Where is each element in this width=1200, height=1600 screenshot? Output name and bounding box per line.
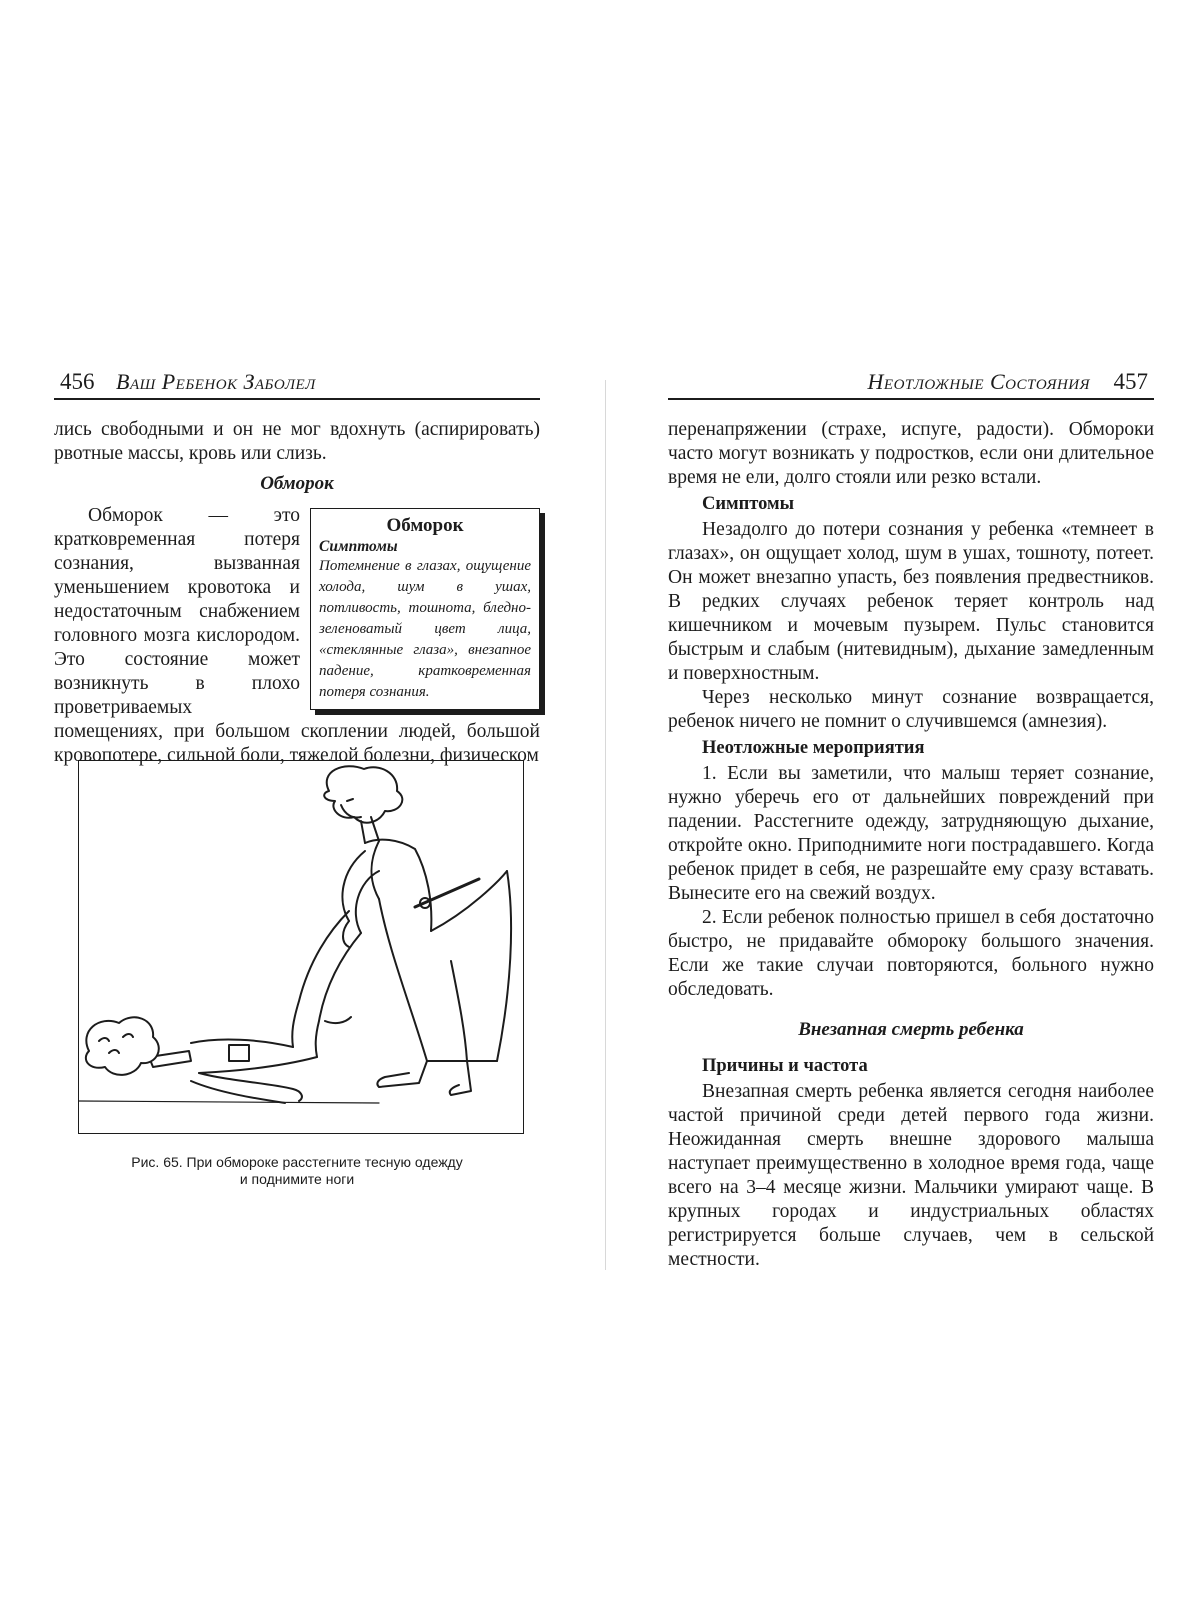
- page-number: 456: [60, 369, 95, 394]
- subheading-emergency: Неотложные мероприятия: [702, 738, 925, 758]
- body-paragraph: 2. Если ребенок полностью пришел в себя достаточно быстро, не придавайте обмороку большого значения. Если же такие случаи повторяются, больного нужно обследовать.: [668, 907, 1154, 1000]
- right-body: [668, 418, 1154, 1272]
- caption-line-1: Рис. 65. При обмороке расстегните тесную одежду: [131, 1154, 463, 1170]
- left-page: [54, 368, 540, 1187]
- sidebar-text: Потемнение в глазах, ощущение холода, шум в ушах, потливость, тошнота, бледно-зеленоватый цвет лица, «стеклянные глаза», внезапное падение, кратковременная потеря сознания.: [319, 558, 531, 700]
- body-paragraph: 1. Если вы заметили, что малыш теряет сознание, нужно уберечь его от дальнейших повреждений при падении. Расстегните одежду, затрудняющую дыхание, откройте окно. Приподнимите ноги пострадавшего. Когда ребенок придет в себя, не разрешайте ему сразу вставать. Вынесите его на свежий воздух.: [668, 763, 1154, 904]
- fainting-illustration: [78, 760, 524, 1134]
- body-paragraph: Обморок — это кратковременная потеря сознания, вызванная уменьшением кровотока и недостаточным снабжением головного мозга кислородом. Это состояние может возникнуть в плохо проветриваемых помещениях, при большом скоплении людей, большой кровопотере, сильной боли, тяжелой болезни, физическом: [54, 505, 540, 766]
- running-header-right: [668, 368, 1154, 400]
- running-title: Ваш Ребенок Заболел: [116, 369, 316, 394]
- continued-paragraph: лись свободными и он не мог вдохнуть (аспирировать) рвотные массы, кровь или слизь.: [54, 419, 540, 464]
- page-number: 457: [1113, 369, 1148, 394]
- continued-paragraph: перенапряжении (страхе, испуге, радости). Обмороки часто могут возникать у подростков, если они длительное время не ели, долго стояли или резко встали.: [668, 419, 1154, 488]
- body-paragraph: Незадолго до потери сознания у ребенка «темнеет в глазах», он ощущает холод, шум в ушах, тошноту, потеет. Он может внезапно упасть, без появления предвестников. В редких случаях ребенок теряет контроль над кишечником и мочевым пузырем. Пульс становится быстрым и слабым (нитевидным), дыхание замедленным и поверхностным.: [668, 519, 1154, 684]
- symptoms-sidebar: [310, 508, 540, 710]
- body-paragraph: Внезапная смерть ребенка является сегодня наиболее частой причиной среди детей первого года жизни. Неожиданная смерть внешне здорового малыша наступает преимущественно в холодное время года, чаще всего на 3–4 месяце жизни. Мальчики умирают чаще. В крупных городах и индустриальных областях регистрируется больше случаев, чем в сельской местности.: [668, 1081, 1154, 1270]
- sidebar-title: Обморок: [386, 515, 464, 536]
- figure-caption: [54, 1154, 540, 1188]
- section-heading: Внезапная смерть ребенка: [798, 1019, 1024, 1040]
- sidebar-subtitle: Симптомы: [319, 538, 398, 555]
- left-body: [54, 418, 540, 768]
- body-paragraph: Через несколько минут сознание возвращается, ребенок ничего не помнит о случившемся (амнезия).: [668, 687, 1154, 732]
- right-page: [668, 368, 1154, 1272]
- subheading-symptoms: Симптомы: [702, 494, 795, 514]
- section-heading: Обморок: [260, 473, 334, 494]
- running-title: Неотложные Состояния: [867, 369, 1090, 394]
- subheading-causes: Причины и частота: [702, 1056, 868, 1076]
- running-header-left: [54, 368, 540, 400]
- caption-line-2: и поднимите ноги: [239, 1171, 355, 1187]
- book-spine: [605, 380, 606, 1270]
